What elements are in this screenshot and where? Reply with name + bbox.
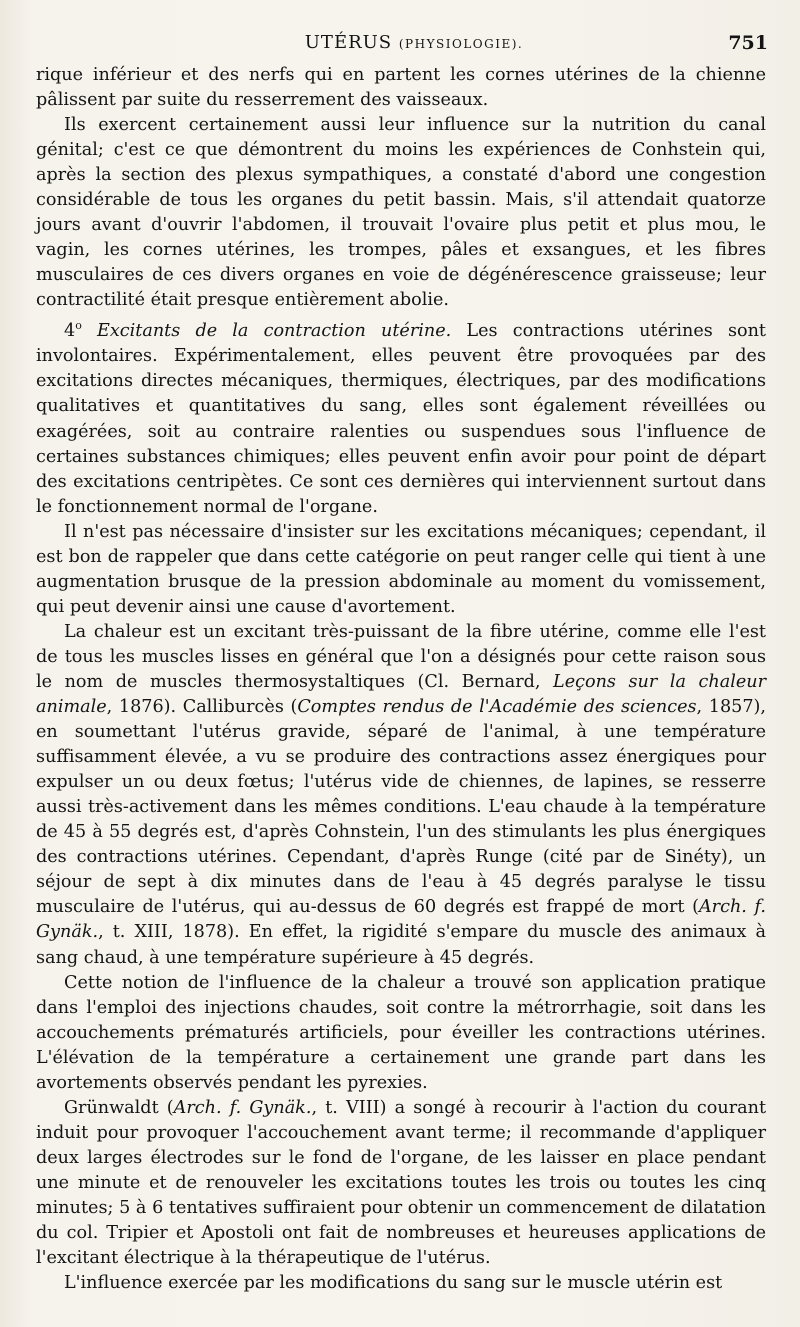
paragraph: [36, 63, 766, 113]
text-run: Grünwaldt (: [64, 1097, 174, 1118]
text-run: L'influence exercée par les modifications du sang sur le muscle utérin est: [64, 1273, 723, 1294]
text-run: Ils exercent certainement aussi leur influence sur la nutrition du canal génital; c'est ce que démontrent du moins les expériences de Conhstein qui, après la section des plexus sympathiques, a constaté d'abord une congestion considérable de tous les organes du petit bassin. Mais, s'il attendait quatorze jours avant d'ouvrir l'abdomen, il trouvait l'ovaire plus petit et plus mou, le vagin, les cornes utérines, les trompes, pâles et exsangues, et les fibres musculaires de ces divers organes en voie de dégénérescence graisseuse; leur contractilité était presque entièrement abolie.: [36, 115, 766, 311]
superscript: o: [75, 319, 82, 333]
text-run: La chaleur est un excitant très-puissant de la fibre utérine, comme elle l'est de tous les muscles lisses en général que l'on a désignés pour cette raison sous le nom de muscles thermosystaltiques (Cl. Bernard,: [36, 621, 766, 692]
text-run: rique inférieur et des nerfs qui en partent les cornes utérines de la chienne pâlissent par suite du resserrement des vaisseaux.: [36, 65, 766, 111]
running-title: [60, 32, 768, 53]
body-text: [36, 63, 766, 1296]
text-run: , t. VIII) a songé à recourir à l'action du courant induit pour provoquer l'accouchement avant terme; il recommande d'appliquer deux larges électrodes sur le fond de l'organe, de les laisser en place pendant une minute et de renouveler les excitations toutes les trois ou toutes les cinq minutes; 5 à 6 tentatives suffiraient pour obtenir un commencement de dilatation du col. Tripier et Apostoli ont fait de nombreuses et heureuses applications de l'excitant électrique à la thérapeutique de l'utérus.: [36, 1097, 767, 1269]
paragraph: [36, 971, 766, 1096]
italic-text: Leçons sur la chaleur animale: [36, 671, 766, 718]
text-run: Il n'est pas nécessaire d'insister sur les excitations mécaniques; cependant, il est bon de rappeler que dans cette catégorie on peut ranger celle qui tient à une augmentation brusque de la pression abdominale au moment du vomissement, qui peut devenir ainsi une cause d'avortement.: [36, 521, 766, 617]
running-header: [60, 30, 768, 60]
paragraph: [36, 113, 766, 313]
italic-text: Excitants de la contraction utérine.: [81, 321, 452, 342]
italic-text: Arch. f. Gynäk.: [173, 1097, 312, 1118]
italic-text: Comptes rendus de l'Académie des sciences: [297, 697, 697, 718]
paragraph: [36, 1096, 766, 1271]
italic-text: Arch. f. Gynäk.: [36, 897, 766, 943]
running-title-sub: (PHYSIOLOGIE).: [398, 37, 524, 51]
running-title-main: UTÉRUS: [304, 32, 393, 53]
paragraph: [36, 520, 766, 620]
paragraph: [36, 313, 766, 519]
text-run: , 1876). Calliburcès (: [106, 697, 298, 718]
text-run: , 1857), en soumettant l'utérus gravide, séparé de l'animal, à une température suffisamment élevée, a vu se produire des contractions assez énergiques pour expulser un ou deux fœtus; l'utérus vide de chiennes, de lapines, se resserre aussi très-activement dans les mêmes conditions. L'eau chaude à la température de 45 à 55 degrés est, d'après Cohnstein, l'un des stimulants les plus énergiques des contractions utérines. Cependant, d'après Runge (cité par de Sinéty), un séjour de sept à dix minutes dans de l'eau à 45 degrés paralyse le tissu musculaire de l'utérus, qui au-dessus de 60 degrés est frappé de mort (: [36, 697, 766, 918]
paragraph: [36, 1271, 766, 1296]
page-number: 751: [728, 32, 768, 54]
text-run: Les contractions utérines sont involontaires. Expérimentalement, elles peuvent être provoquées par des excitations directes mécaniques, thermiques, électriques, par des modifications qualitatives et quantitatives du sang, elles sont également réveillées ou exagérées, soit au contraire ralenties ou suspendues sous l'influence de certaines substances chimiques; elles peuvent enfin avoir pour point de départ des excitations centripètes. Ce sont ces dernières qui interviennent surtout dans le fonctionnement normal de l'organe.: [36, 321, 766, 517]
text-run: 4: [64, 321, 76, 342]
text-run: Cette notion de l'influence de la chaleur a trouvé son application pratique dans l'emploi des injections chaudes, soit contre la métrorrhagie, soit dans les accouchements prématurés artificiels, pour éveiller les contractions utérines. L'élévation de la température a certainement une grande part dans les avortements observés pendant les pyrexies.: [36, 972, 766, 1093]
paragraph: [36, 620, 766, 971]
text-run: , t. XIII, 1878). En effet, la rigidité s'empare du muscle des animaux à sang chaud, à une température supérieure à 45 degrés.: [36, 922, 766, 968]
